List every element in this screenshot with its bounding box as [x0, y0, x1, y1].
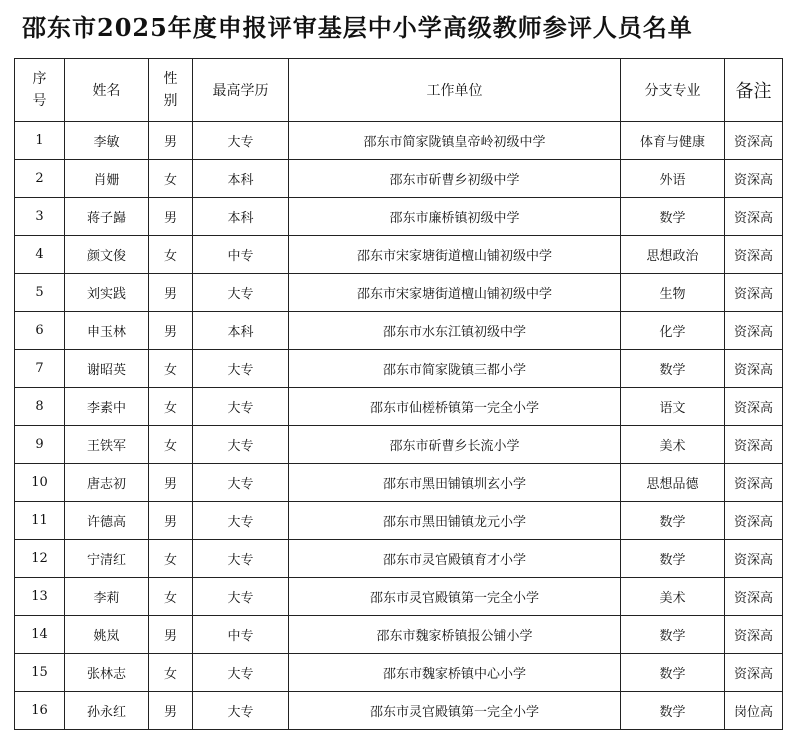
- table-row: [15, 312, 783, 350]
- cell-workplace: 邵东市黑田铺镇龙元小学: [289, 502, 621, 540]
- cell-seq: 1: [15, 122, 65, 160]
- cell-workplace: 邵东市魏家桥镇报公铺小学: [289, 616, 621, 654]
- cell-gender: 女: [149, 426, 193, 464]
- table-row: [15, 198, 783, 236]
- cell-seq: 7: [15, 350, 65, 388]
- cell-gender: 女: [149, 578, 193, 616]
- cell-remark: 资深高: [725, 502, 783, 540]
- cell-education: 大专: [193, 350, 289, 388]
- cell-workplace: 邵东市斫曹乡初级中学: [289, 160, 621, 198]
- cell-subject: 思想品德: [621, 464, 725, 502]
- header-subject: 分支专业: [621, 59, 725, 122]
- cell-name: 唐志初: [65, 464, 149, 502]
- cell-remark: 资深高: [725, 616, 783, 654]
- cell-remark: 资深高: [725, 578, 783, 616]
- cell-education: 本科: [193, 160, 289, 198]
- header-gender: 性 别: [149, 59, 193, 122]
- cell-workplace: 邵东市水东江镇初级中学: [289, 312, 621, 350]
- cell-gender: 男: [149, 464, 193, 502]
- cell-workplace: 邵东市宋家塘街道檀山铺初级中学: [289, 274, 621, 312]
- cell-workplace: 邵东市廉桥镇初级中学: [289, 198, 621, 236]
- cell-subject: 数学: [621, 654, 725, 692]
- cell-subject: 体育与健康: [621, 122, 725, 160]
- cell-education: 大专: [193, 502, 289, 540]
- cell-education: 大专: [193, 464, 289, 502]
- cell-education: 大专: [193, 388, 289, 426]
- cell-remark: 资深高: [725, 426, 783, 464]
- cell-gender: 男: [149, 122, 193, 160]
- cell-remark: 资深高: [725, 464, 783, 502]
- table-row: [15, 350, 783, 388]
- table-row: [15, 502, 783, 540]
- cell-gender: 女: [149, 236, 193, 274]
- cell-subject: 数学: [621, 540, 725, 578]
- cell-name: 姚岚: [65, 616, 149, 654]
- cell-gender: 男: [149, 312, 193, 350]
- cell-seq: 8: [15, 388, 65, 426]
- table-row: [15, 464, 783, 502]
- cell-name: 王铁军: [65, 426, 149, 464]
- cell-remark: 资深高: [725, 160, 783, 198]
- cell-workplace: 邵东市魏家桥镇中心小学: [289, 654, 621, 692]
- cell-name: 许德高: [65, 502, 149, 540]
- cell-seq: 3: [15, 198, 65, 236]
- cell-gender: 男: [149, 198, 193, 236]
- cell-gender: 女: [149, 654, 193, 692]
- cell-name: 申玉林: [65, 312, 149, 350]
- table-body: [15, 122, 783, 730]
- cell-workplace: 邵东市简家陇镇皇帝岭初级中学: [289, 122, 621, 160]
- header-education: 最高学历: [193, 59, 289, 122]
- cell-name: 谢昭英: [65, 350, 149, 388]
- table-row: [15, 388, 783, 426]
- cell-workplace: 邵东市灵官殿镇第一完全小学: [289, 692, 621, 730]
- cell-education: 中专: [193, 236, 289, 274]
- cell-name: 蒋子巋: [65, 198, 149, 236]
- cell-education: 大专: [193, 692, 289, 730]
- cell-name: 宁清红: [65, 540, 149, 578]
- cell-name: 肖姗: [65, 160, 149, 198]
- cell-remark: 资深高: [725, 654, 783, 692]
- cell-seq: 2: [15, 160, 65, 198]
- cell-name: 张林志: [65, 654, 149, 692]
- cell-workplace: 邵东市仙槎桥镇第一完全小学: [289, 388, 621, 426]
- cell-remark: 资深高: [725, 540, 783, 578]
- cell-seq: 10: [15, 464, 65, 502]
- cell-remark: 资深高: [725, 236, 783, 274]
- cell-subject: 美术: [621, 578, 725, 616]
- cell-education: 本科: [193, 312, 289, 350]
- cell-workplace: 邵东市灵官殿镇第一完全小学: [289, 578, 621, 616]
- cell-name: 李莉: [65, 578, 149, 616]
- cell-name: 李敏: [65, 122, 149, 160]
- cell-workplace: 邵东市宋家塘街道檀山铺初级中学: [289, 236, 621, 274]
- cell-name: 颜文俊: [65, 236, 149, 274]
- candidate-table: [14, 58, 783, 730]
- table-row: [15, 654, 783, 692]
- cell-subject: 语文: [621, 388, 725, 426]
- cell-education: 大专: [193, 122, 289, 160]
- cell-seq: 15: [15, 654, 65, 692]
- cell-gender: 男: [149, 502, 193, 540]
- cell-workplace: 邵东市黑田铺镇圳玄小学: [289, 464, 621, 502]
- cell-remark: 岗位高: [725, 692, 783, 730]
- cell-subject: 数学: [621, 350, 725, 388]
- cell-seq: 12: [15, 540, 65, 578]
- cell-gender: 女: [149, 350, 193, 388]
- cell-name: 李素中: [65, 388, 149, 426]
- table-row: [15, 122, 783, 160]
- cell-education: 大专: [193, 654, 289, 692]
- cell-subject: 化学: [621, 312, 725, 350]
- cell-seq: 16: [15, 692, 65, 730]
- cell-seq: 14: [15, 616, 65, 654]
- cell-seq: 4: [15, 236, 65, 274]
- header-name: 姓名: [65, 59, 149, 122]
- header-remark: 备注: [725, 59, 783, 122]
- cell-remark: 资深高: [725, 312, 783, 350]
- cell-subject: 数学: [621, 616, 725, 654]
- cell-subject: 数学: [621, 692, 725, 730]
- cell-gender: 男: [149, 274, 193, 312]
- table-row: [15, 540, 783, 578]
- cell-workplace: 邵东市斫曹乡长流小学: [289, 426, 621, 464]
- cell-remark: 资深高: [725, 388, 783, 426]
- cell-name: 孙永红: [65, 692, 149, 730]
- table-row: [15, 616, 783, 654]
- cell-remark: 资深高: [725, 350, 783, 388]
- cell-education: 大专: [193, 426, 289, 464]
- cell-subject: 数学: [621, 502, 725, 540]
- cell-workplace: 邵东市灵官殿镇育才小学: [289, 540, 621, 578]
- table-row: [15, 426, 783, 464]
- cell-seq: 5: [15, 274, 65, 312]
- header-workplace: 工作单位: [289, 59, 621, 122]
- cell-seq: 9: [15, 426, 65, 464]
- cell-subject: 美术: [621, 426, 725, 464]
- cell-education: 大专: [193, 578, 289, 616]
- table-row: [15, 692, 783, 730]
- header-seq: 序 号: [15, 59, 65, 122]
- page-title: 邵东市2025年度申报评审基层中小学高级教师参评人员名单: [22, 13, 693, 42]
- cell-seq: 6: [15, 312, 65, 350]
- table-row: [15, 236, 783, 274]
- cell-workplace: 邵东市简家陇镇三都小学: [289, 350, 621, 388]
- cell-remark: 资深高: [725, 274, 783, 312]
- cell-gender: 男: [149, 616, 193, 654]
- cell-subject: 外语: [621, 160, 725, 198]
- cell-education: 中专: [193, 616, 289, 654]
- cell-education: 本科: [193, 198, 289, 236]
- cell-remark: 资深高: [725, 122, 783, 160]
- table-row: [15, 274, 783, 312]
- cell-seq: 11: [15, 502, 65, 540]
- cell-education: 大专: [193, 274, 289, 312]
- cell-gender: 女: [149, 160, 193, 198]
- cell-name: 刘实践: [65, 274, 149, 312]
- header-row: [15, 59, 783, 122]
- cell-seq: 13: [15, 578, 65, 616]
- table-row: [15, 578, 783, 616]
- cell-gender: 女: [149, 540, 193, 578]
- cell-remark: 资深高: [725, 198, 783, 236]
- cell-subject: 生物: [621, 274, 725, 312]
- cell-gender: 男: [149, 692, 193, 730]
- table-row: [15, 160, 783, 198]
- cell-gender: 女: [149, 388, 193, 426]
- cell-education: 大专: [193, 540, 289, 578]
- cell-subject: 数学: [621, 198, 725, 236]
- cell-subject: 思想政治: [621, 236, 725, 274]
